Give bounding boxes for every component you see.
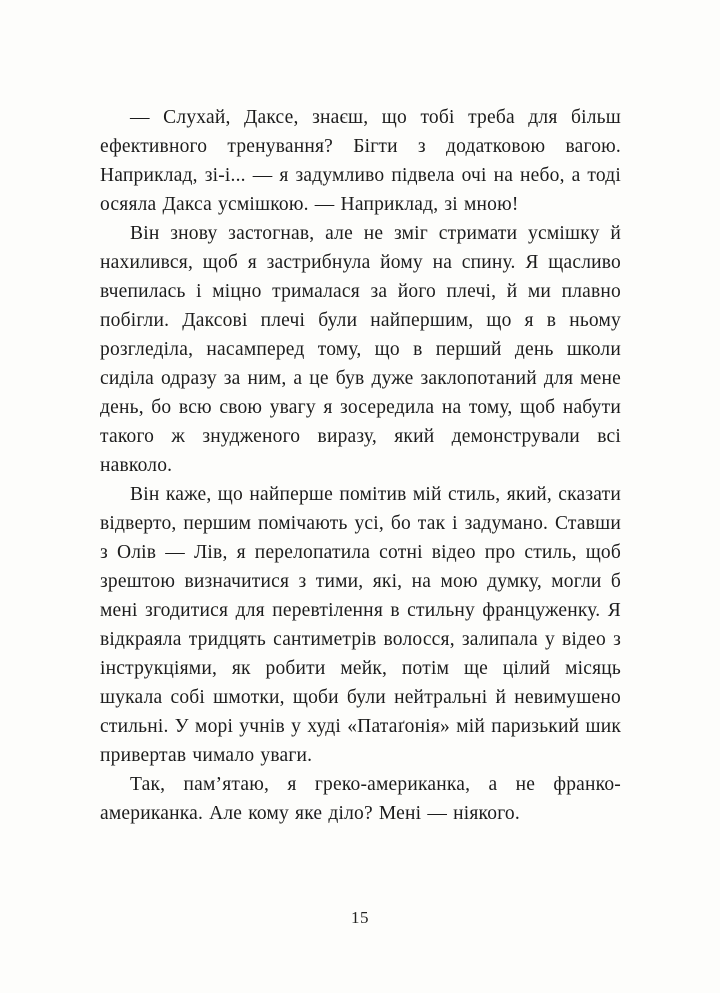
page-text-block xyxy=(100,103,621,828)
paragraph-narrative-3: Так, пам’ятаю, я греко-американка, а не франко-американка. Але кому яке діло? Мені — ніякого. xyxy=(100,774,621,824)
paragraph-narrative-2: Він каже, що найперше помітив мій стиль, який, сказати відверто, першим помічають усі, бо так і задумано. Ставши з Олів — Лів, я перелопатила сотні відео про стиль, щоб зрештою визначитися з тими, які, на мою думку, могли б мені згодитися для перевтілення в стильну француженку. Я відкраяла тридцять сантиметрів волосся, залипала у відео з інструкціями, як робити мейк, потім ще цілий місяць шукала собі шмотки, щоби були нейтральні й невимушено стильні. У морі учнів у худі «Патаґонія» мій паризький шик привертав чимало уваги. xyxy=(100,484,621,766)
page-number: 15 xyxy=(351,908,369,927)
paragraph-narrative-1: Він знову застогнав, але не зміг стримати усмішку й нахилився, щоб я застрибнула йому на спину. Я щасливо вчепилась і міцно трималася за його плечі, й ми плавно побігли. Даксові плечі були найпершим, що я в ньому розгледіла, насамперед тому, що в перший день школи сиділа одразу за ним, а це був дуже заклопотаний для мене день, бо всю свою увагу я зосередила на тому, щоб набути такого ж знудженого виразу, який демонстрували всі навколо. xyxy=(100,223,621,476)
paragraph-dialogue: — Слухай, Даксе, знаєш, що тобі треба для більш ефективного тренування? Бігти з додатковою вагою. Наприклад, зі-і... — я задумливо підвела очі на небо, а тоді осяяла Дакса усмішкою. — Наприклад, зі мною! xyxy=(100,107,621,215)
page-footer xyxy=(0,908,720,928)
